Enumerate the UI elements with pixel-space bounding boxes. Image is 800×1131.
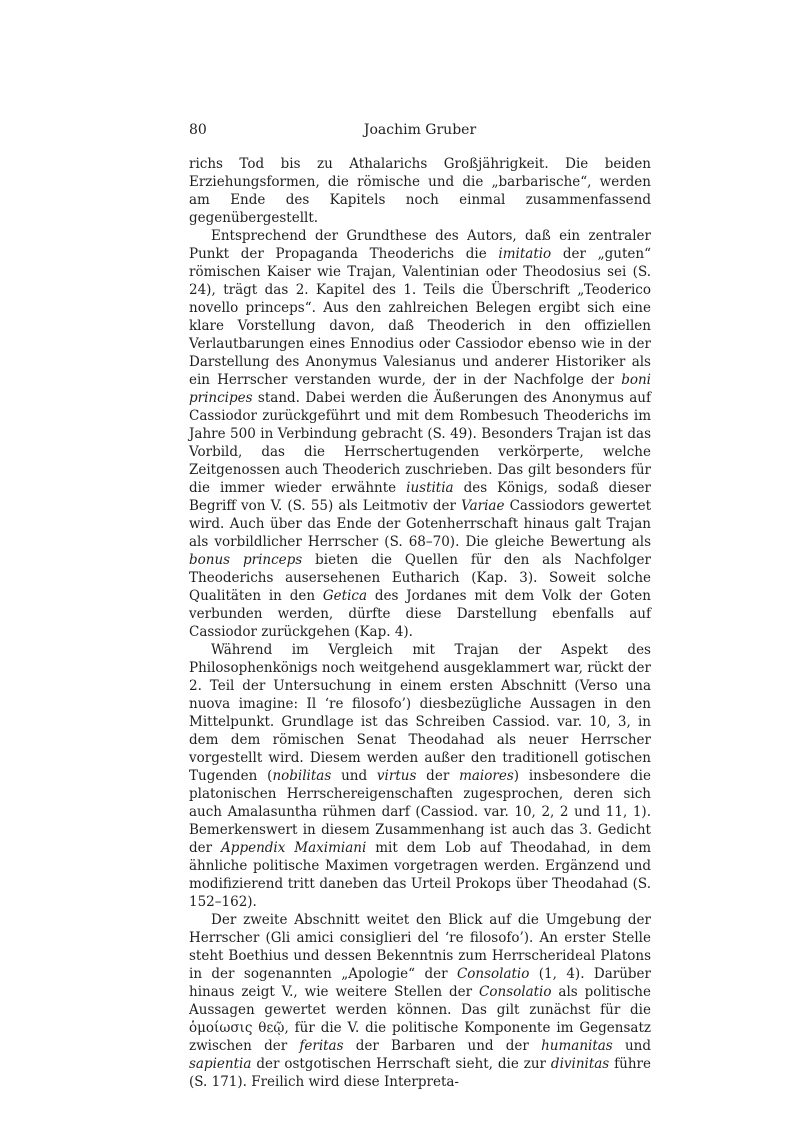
text-run: bieten die Quellen für den als Nachfolger Theoderichs ausersehenen Eutharich (Kap. 3). Soweit solche Qualitäten in den xyxy=(189,552,651,604)
italic-run: feritas xyxy=(299,1038,344,1054)
italic-run: humanitas xyxy=(541,1038,613,1054)
text-run: (1, 4). Darüber hinaus zeigt V., wie weitere Stellen der xyxy=(189,966,651,1000)
text-run: der ostgotischen Herrschaft sieht, die zur xyxy=(251,1056,551,1072)
italic-run: Consolatio xyxy=(479,984,552,1000)
text-run: und xyxy=(331,768,377,784)
text-run: führe (S. 171). Freilich wird diese Interpreta- xyxy=(189,1056,651,1090)
text-run: als politische Aussagen gewertet werden können. Das gilt zunächst für die ὁμοίωσις θεῷ, für die V. die politische Komponente im Gegensatz zwischen der xyxy=(189,984,651,1054)
paragraph xyxy=(189,911,651,1091)
paragraph xyxy=(189,227,651,641)
italic-run: imitatio xyxy=(498,246,552,262)
paragraph xyxy=(189,155,651,227)
italic-run: boni principes xyxy=(189,372,651,406)
text-run: ) insbesondere die platonischen Herrschereigenschaften zugesprochen, deren sich auch Amalasuntha rühmen darf (Cassiod. var. 10, 2, 2 und 11, 1). Bemerkenswert in diesem Zusammenhang ist auch das 3. Gedicht der xyxy=(189,768,651,856)
text-run: richs Tod bis zu Athalarichs Großjährigkeit. Die beiden Erziehungsformen, die römische und die „barbarische“, werden am Ende des Kapitels noch einmal zusammenfassend gegenübergestellt. xyxy=(189,156,651,226)
italic-run: Getica xyxy=(322,588,368,604)
italic-run: iustitia xyxy=(406,480,454,496)
text-run: des Jordanes mit dem Volk der Goten verbunden werden, dürfte diese Darstellung ebenfalls auf Cassiodor zurückgehen (Kap. 4). xyxy=(189,588,651,640)
text-run: mit dem Lob auf Theodahad, in dem ähnliche politische Maximen vorgetragen werden. Ergänzend und modifizierend tritt daneben das Urteil Prokops über Theodahad (S. 152–162). xyxy=(189,840,651,910)
italic-run: divinitas xyxy=(550,1056,610,1072)
italic-run: Variae xyxy=(461,498,505,514)
italic-run: Appendix Maximiani xyxy=(221,840,367,856)
italic-run: nobilitas xyxy=(272,768,332,784)
italic-run: Consolatio xyxy=(456,966,530,982)
italic-run: virtus xyxy=(376,768,417,784)
body-text xyxy=(189,155,651,1091)
italic-run: maiores xyxy=(459,768,514,784)
page-header xyxy=(189,119,651,141)
text-run: Der zweite Abschnitt weitet den Blick auf die Umgebung der Herrscher (Gli amici consiglieri del ‘re filosofo’). An erster Stelle steht Boethius und dessen Bekenntnis zum Herrscherideal Platons in der sogenannten „Apologie“ der xyxy=(189,912,651,982)
text-run: des Königs, sodaß dieser Begriff von V. (S. 55) als Leitmotiv der xyxy=(189,480,651,514)
running-head: Joachim Gruber xyxy=(363,122,477,138)
text-run: Cassiodors gewertet wird. Auch über das Ende der Gotenherrschaft hinaus galt Trajan als vorbildlicher Herrscher (S. 68–70). Die gleiche Bewertung als xyxy=(189,498,651,550)
text-run: der Barbaren und der xyxy=(343,1038,542,1054)
paragraph xyxy=(189,641,651,911)
text-run: Entsprechend der Grundthese des Autors, daß ein zentraler Punkt der Propaganda Theoderichs die xyxy=(189,228,651,262)
text-run: der xyxy=(416,768,460,784)
text-run: Während im Vergleich mit Trajan der Aspekt des Philosophenkönigs noch weitgehend ausgeklammert war, rückt der 2. Teil der Untersuchung in einem ersten Abschnitt (Verso una nuova imagine: Il ‘re filosofo’) diesbezügliche Aussagen in den Mittelpunkt. Grundlage ist das Schreiben Cassiod. var. 10, 3, in dem dem römischen Senat Theodahad als neuer Herrscher vorgestellt wird. Diesem werden außer den traditionell gotischen Tugenden ( xyxy=(189,642,651,784)
italic-run: sapientia xyxy=(189,1056,252,1072)
text-run: stand. Dabei werden die Äußerungen des Anonymus auf Cassiodor zurückgeführt und mit dem Rombesuch Theoderichs im Jahre 500 in Verbindung gebracht (S. 49). Besonders Trajan ist das Vorbild, das die Herrschertugenden verkörperte, welche Zeitgenossen auch Theoderich zuschrieben. Das gilt besonders für die immer wieder erwähnte xyxy=(189,390,651,496)
page-number: 80 xyxy=(189,122,207,138)
text-run: der „guten“ römischen Kaiser wie Trajan, Valentinian oder Theodosius sei (S. 24), trägt das 2. Kapitel des 1. Teils die Überschrift „Teoderico novello princeps“. Aus den zahlreichen Belegen ergibt sich eine klare Vorstellung davon, daß Theoderich in den offiziellen Verlautbarungen eines Ennodius oder Cassiodor ebenso wie in der Darstellung des Anonymus Valesianus und anderer Historiker als ein Herrscher verstanden wurde, der in der Nachfolge der xyxy=(189,246,651,388)
italic-run: bonus princeps xyxy=(189,552,303,568)
text-run: und xyxy=(612,1038,651,1054)
